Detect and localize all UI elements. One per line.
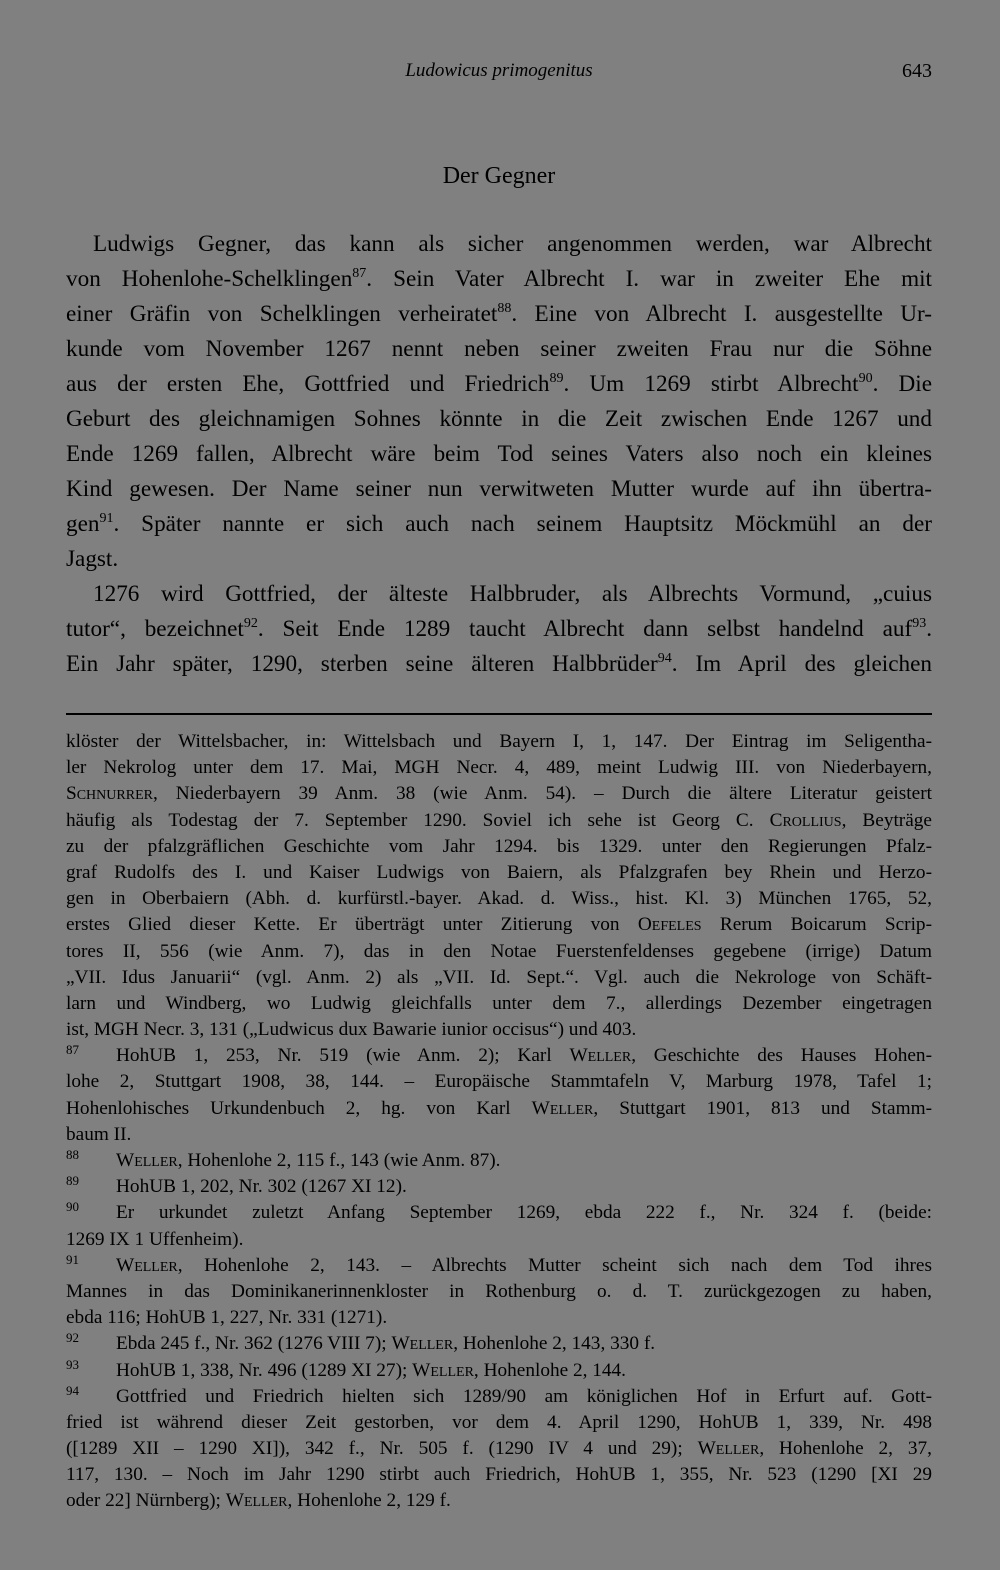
body-text [66,227,932,682]
note-line: Schnurrer, Niederbayern 39 Anm. 38 (wie Anm. 54). – Durch die ältere Literatur geistert [66,783,932,805]
note-line: gen in Oberbaiern (Abh. d. kurfürstl.-bayer. Akad. d. Wiss., hist. Kl. 3) München 1765, 52, [66,888,932,910]
note-line: zu der pfalzgräflichen Geschichte vom Jahr 1294. bis 1329. unter den Regierungen Pfalz- [66,835,932,857]
note-line: larn und Windberg, wo Ludwig gleichfalls unter dem 7., allerdings Dezember eingetragen [66,992,932,1014]
footnote-90 [66,1200,932,1252]
footnote-94 [66,1384,932,1515]
footnote-number: 89 [66,1173,79,1189]
footnote-number: 94 [66,1382,79,1398]
note-line: fried ist während dieser Zeit gestorben, vor dem 4. April 1290, HohUB 1, 339, Nr. 498 [66,1411,932,1433]
footnote-number: 90 [66,1199,79,1215]
note-line: $^{90}$ Er urkundet zuletzt Anfang September 1269, ebda 222 f., Nr. 324 f. (beide: [66,1199,932,1224]
text-line: gen$^{91}$. Später nannte er sich auch nach seinem Hauptsitz Möckmühl an der [66,511,932,537]
running-title: Ludowicus primogenitus [405,60,593,81]
footnote-89 [66,1174,932,1200]
note-line: baum II. [66,1123,132,1145]
footnote-ref[interactable]: 90 [858,371,873,386]
note-line: $^{89}$ HohUB 1, 202, Nr. 302 (1267 XI 12). [66,1173,407,1198]
footnote-88 [66,1148,932,1174]
footnote-number: 93 [66,1356,79,1372]
footnote-number: 87 [66,1042,79,1058]
text-line: Geburt des gleichnamigen Sohnes könnte in die Zeit zwischen Ende 1267 und [66,406,932,432]
footnote-ref[interactable]: 88 [497,301,512,316]
footnote-91 [66,1253,932,1332]
text-line: einer Gräfin von Schelklingen verheiratet$^{88}$. Eine von Albrecht I. ausgestellte Ur- [66,301,932,327]
footnote-number: 91 [66,1251,79,1267]
note-line: lohe 2, Stuttgart 1908, 38, 144. – Europäische Stammtafeln V, Marburg 1978, Tafel 1; [66,1071,932,1093]
footnote-divider [66,713,932,715]
footnote-number: 88 [66,1147,79,1162]
note-line: ler Nekrolog unter dem 17. Mai, MGH Necr. 4, 489, meint Ludwig III. von Niederbayern, [66,757,932,779]
note-line: $^{92}$ Ebda 245 f., Nr. 362 (1276 VIII 7); Weller, Hohenlohe 2, 143, 330 f. [66,1330,656,1355]
footnote-continuation [66,729,932,1043]
footnote-number: 92 [66,1330,79,1346]
note-line: 1269 IX 1 Uffenheim). [66,1228,244,1250]
note-line: ([1289 XII – 1290 XI]), 342 f., Nr. 505 f. (1290 IV 4 und 29); Weller, Hohenlohe 2, 37, [66,1438,932,1460]
footnote-93 [66,1358,932,1384]
note-line: $^{93}$ HohUB 1, 338, Nr. 496 (1289 XI 27); Weller, Hohenlohe 2, 144. [66,1356,627,1381]
note-line: „VII. Idus Januarii“ (vgl. Anm. 2) als „VII. Id. Sept.“. Vgl. auch die Nekrologe von Schäft- [66,966,932,988]
footnote-ref[interactable]: 91 [99,511,114,526]
text-line: Ludwigs Gegner, das kann als sicher angenommen werden, war Albrecht [93,231,932,257]
note-line: klöster der Wittelsbacher, in: Wittelsbach und Bayern I, 1, 147. Der Eintrag im Seligentha- [66,731,932,752]
paragraph-1 [66,227,932,577]
note-line: $^{91}$ Weller, Hohenlohe 2, 143. – Albrechts Mutter scheint sich nach dem Tod ihres [66,1251,932,1276]
section-heading: Der Gegner [442,163,556,189]
text-line: Jagst. [66,546,119,572]
running-head [66,60,932,86]
note-line: 117, 130. – Noch im Jahr 1290 stirbt auch Friedrich, HohUB 1, 355, Nr. 523 (1290 [XI 29 [66,1464,932,1486]
footnotes [66,729,932,1515]
text-line: Kind gewesen. Der Name seiner nun verwitweten Mutter wurde auf ihn übertra- [66,476,932,502]
text-line: Ende 1269 fallen, Albrecht wäre beim Tod seines Vaters also noch ein kleines [66,441,932,467]
footnote-ref[interactable]: 92 [243,616,258,631]
text-line: von Hohenlohe-Schelklingen$^{87}$. Sein Vater Albrecht I. war in zweiter Ehe mit [66,266,933,292]
note-line: Mannes in das Dominikanerinnenkloster in Rothenburg o. d. T. zurückgezogen zu haben, [66,1280,932,1302]
note-line: häufig als Todestag der 7. September 1290. Soviel ich sehe ist Georg C. Crollius, Beyträge [66,809,932,831]
note-line: oder 22] Nürnberg); Weller, Hohenlohe 2, 129 f. [66,1490,451,1512]
text-line: aus der ersten Ehe, Gottfried und Friedrich$^{89}$. Um 1269 stirbt Albrecht$^{90}$. Die [66,371,932,397]
note-line: $^{94}$ Gottfried und Friedrich hielten sich 1289/90 am königlichen Hof in Erfurt auf. Gott- [66,1382,932,1407]
footnote-ref[interactable]: 94 [657,651,672,666]
text-line: Ein Jahr später, 1290, sterben seine älteren Halbbrüder$^{94}$. Im April des gleichen [66,651,932,677]
page-number: 643 [902,60,932,82]
note-line: graf Rudolfs des I. und Kaiser Ludwigs von Baiern, als Pfalzgrafen bey Rhein und Herzo- [66,861,932,883]
paragraph-2 [66,577,932,682]
note-line: ebda 116; HohUB 1, 227, Nr. 331 (1271). [66,1307,388,1329]
text-line: 1276 wird Gottfried, der älteste Halbbruder, als Albrechts Vormund, „cuius [93,581,932,607]
note-line: ist, MGH Necr. 3, 131 („Ludwicus dux Bawarie iunior occisus“) und 403. [66,1019,637,1041]
note-line: Hohenlohisches Urkundenbuch 2, hg. von Karl Weller, Stuttgart 1901, 813 und Stamm- [66,1097,932,1119]
footnote-92 [66,1331,932,1357]
note-line: tores II, 556 (wie Anm. 7), das in den Notae Fuerstenfeldenses gegebene (irrige) Datum [66,940,932,962]
footnote-ref[interactable]: 89 [549,371,564,386]
note-line: erstes Glied dieser Kette. Er überträgt unter Zitierung von Oefeles Rerum Boicarum Scrip- [66,914,932,936]
text-line: kunde vom November 1267 nennt neben seiner zweiten Frau nur die Söhne [66,336,932,362]
footnote-87 [66,1043,932,1148]
text-line: tutor“, bezeichnet$^{92}$. Seit Ende 1289 taucht Albrecht dann selbst handelnd auf$^{93}$. [66,616,932,642]
footnote-ref[interactable]: 87 [352,266,367,281]
note-line: $^{88}$ Weller, Hohenlohe 2, 115 f., 143 (wie Anm. 87). [66,1147,501,1171]
note-line: $^{87}$ HohUB 1, 253, Nr. 519 (wie Anm. 2); Karl Weller, Geschichte des Hauses Hohen- [66,1042,932,1067]
footnote-ref[interactable]: 93 [912,616,927,631]
